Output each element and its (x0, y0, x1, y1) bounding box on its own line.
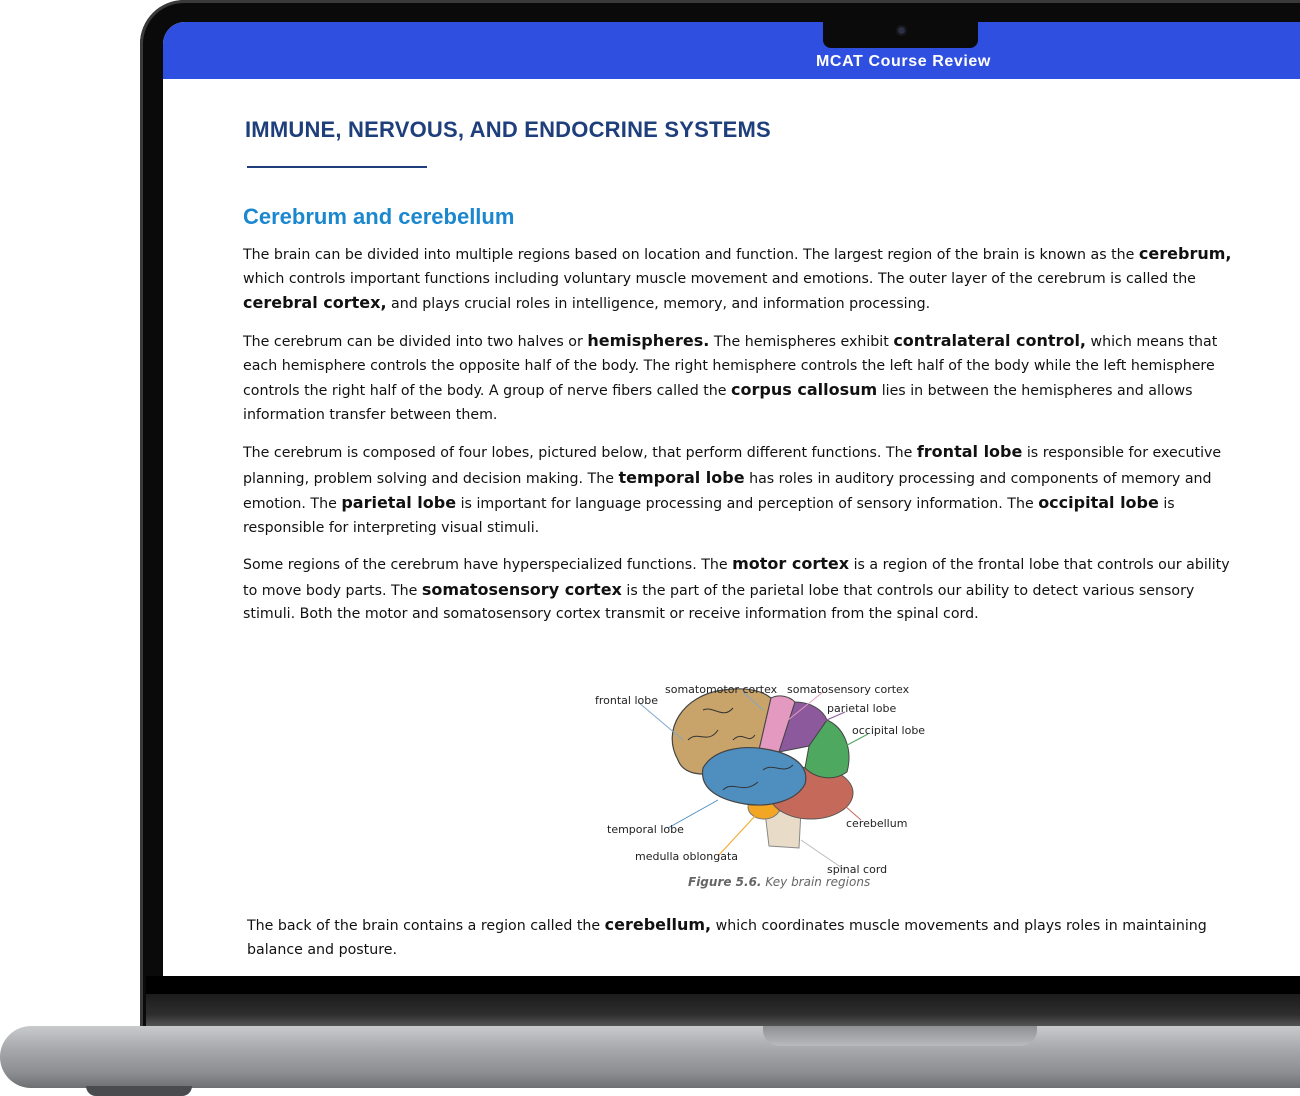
temporal-lobe-region (703, 748, 806, 805)
text-run: has roles in auditory processing and components of memory and emotion. The (243, 470, 1212, 513)
bold-term: somatosensory cortex (421, 579, 622, 599)
trackpad-notch (763, 1026, 1037, 1046)
label-somatomotor-cortex: somatomotor cortex (665, 683, 778, 696)
camera-notch (823, 22, 978, 48)
label-frontal-lobe: frontal lobe (595, 694, 658, 707)
label-somatosensory-cortex: somatosensory cortex (787, 683, 910, 696)
paragraph-5 (247, 913, 1247, 962)
text-run: which controls important functions including voluntary muscle movement and emotions. The outer layer of the cerebrum is called the (243, 270, 1196, 287)
paragraph-2 (243, 329, 1233, 427)
bold-term: temporal lobe (618, 467, 745, 487)
camera-icon (896, 25, 907, 36)
label-temporal-lobe: temporal lobe (607, 823, 684, 836)
paragraph-4 (243, 552, 1233, 627)
text-run: is responsible for interpreting visual stimuli. (243, 496, 1175, 536)
text-run: The back of the brain contains a region called the (247, 918, 605, 934)
document-title: IMMUNE, NERVOUS, AND ENDOCRINE SYSTEMS (245, 117, 771, 142)
text-run: is a region of the frontal lobe that controls our ability to move body parts. The (243, 557, 1230, 599)
bold-term: parietal lobe (341, 493, 457, 513)
caption-number: Figure 5.6. (688, 875, 762, 889)
bold-term: corpus callosum (731, 380, 878, 400)
header-bar (163, 22, 1300, 79)
brain-diagram (583, 650, 933, 890)
text-run: The cerebrum is composed of four lobes, pictured below, that perform different functions. The (243, 445, 917, 461)
label-spinal-cord: spinal cord (827, 863, 888, 876)
caption-text: Key brain regions (765, 875, 871, 889)
text-run: lies in between the hemispheres and allows information transfer between them. (243, 383, 1193, 423)
text-run: which means that each hemisphere controls the opposite half of the body. The right hemisphere controls the left half of the body while the left hemisphere controls the right half of the body. A group of nerve fibers called the (243, 334, 1218, 400)
paragraph-1 (243, 242, 1233, 317)
text-run: and plays crucial roles in intelligence, memory, and information processing. (386, 296, 931, 313)
bold-term: cerebrum, (1138, 244, 1232, 263)
header-title: MCAT Course Review (816, 53, 991, 70)
label-parietal-lobe: parietal lobe (827, 702, 897, 715)
section-heading: Cerebrum and cerebellum (243, 204, 515, 229)
bold-term: frontal lobe (916, 442, 1023, 461)
figure-caption (688, 875, 870, 889)
text-run: is responsible for executive planning, problem solving and decision making. The (243, 445, 1222, 487)
text-run: which coordinates muscle movements and plays roles in maintaining balance and posture. (247, 918, 1207, 958)
laptop-hinge (146, 994, 1300, 1028)
text-run: The hemispheres exhibit (709, 334, 894, 350)
text-run: is important for language processing and perception of sensory information. The (456, 496, 1039, 513)
bold-term: motor cortex (732, 554, 850, 573)
screen-bezel (146, 976, 1300, 994)
title-divider (247, 166, 427, 168)
label-medulla-oblongata: medulla oblongata (635, 850, 739, 863)
bold-term: cerebellum, (604, 915, 712, 934)
paragraph-3 (243, 440, 1233, 540)
bold-term: contralateral control, (893, 331, 1086, 350)
text-run: Some regions of the cerebrum have hyperspecialized functions. The (243, 557, 733, 573)
laptop-base (0, 1026, 1300, 1088)
laptop-screen (163, 22, 1300, 976)
text-run: The brain can be divided into multiple regions based on location and function. The largest region of the brain is known as the (243, 247, 1139, 263)
bold-term: cerebral cortex, (243, 293, 387, 313)
label-cerebellum: cerebellum (846, 817, 908, 830)
bold-term: hemispheres. (587, 331, 710, 350)
label-occipital-lobe: occipital lobe (852, 724, 926, 737)
text-run: The cerebrum can be divided into two halves or (243, 334, 588, 350)
laptop-foot (86, 1086, 192, 1096)
bold-term: occipital lobe (1038, 493, 1159, 513)
text-run: is the part of the parietal lobe that controls our ability to detect various sensory stimuli. Both the motor and somatosensory cortex transmit or receive information from the spinal cord. (243, 582, 1195, 623)
